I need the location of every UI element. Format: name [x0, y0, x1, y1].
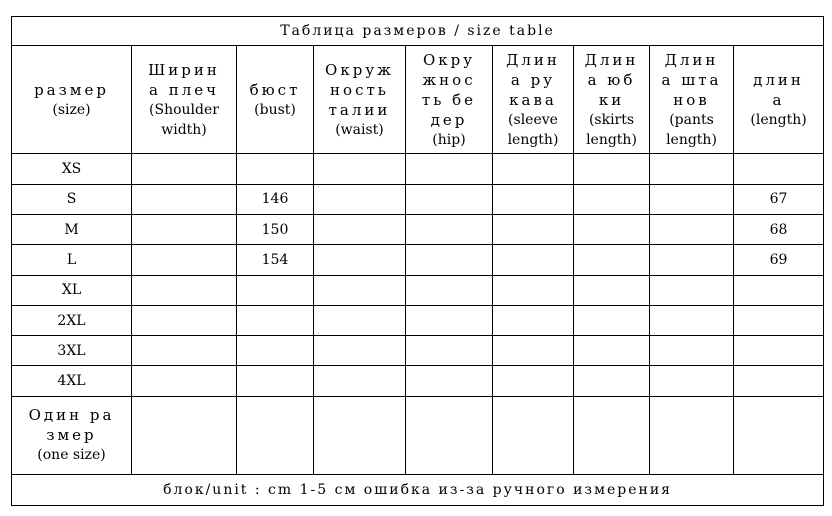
- column-header: [406, 46, 493, 154]
- header-label-en: (length): [750, 111, 807, 128]
- measurement-cell: [132, 396, 237, 474]
- measurement-cell: [237, 305, 314, 335]
- measurement-cell: [650, 396, 734, 474]
- measurement-cell: [574, 275, 650, 305]
- measurement-cell: [406, 396, 493, 474]
- header-label-ru: ность: [330, 80, 389, 99]
- header-label-en: width): [161, 121, 207, 138]
- header-label-ru: Длин: [584, 50, 639, 69]
- table-row: [12, 245, 824, 275]
- header-label-en: (Shoulder: [149, 101, 219, 118]
- header-label-en: (bust): [254, 101, 296, 118]
- header-label-ru: Длин: [664, 50, 719, 69]
- measurement-cell: [132, 305, 237, 335]
- header-label-en: (pants: [669, 111, 714, 128]
- measurement-cell: [650, 245, 734, 275]
- measurement-cell: [650, 366, 734, 396]
- header-label-ru: дер: [430, 110, 468, 129]
- measurement-cell: 69: [734, 245, 824, 275]
- table-footer-note: блок/unit : cm 1-5 см ошибка из-за ручного измерения: [12, 474, 824, 505]
- measurement-cell: [406, 214, 493, 244]
- header-label-ru: змер: [46, 426, 97, 445]
- size-label-cell: [12, 396, 132, 474]
- table-row: [12, 184, 824, 214]
- measurement-cell: [574, 154, 650, 184]
- column-header: [314, 46, 406, 154]
- measurement-cell: [650, 336, 734, 366]
- measurement-cell: [314, 396, 406, 474]
- header-label-en: length): [666, 131, 717, 148]
- measurement-cell: [314, 154, 406, 184]
- header-label-ru: размер: [34, 80, 109, 99]
- size-table-container: [11, 16, 823, 506]
- measurement-cell: [650, 305, 734, 335]
- measurement-cell: [493, 245, 574, 275]
- measurement-cell: [574, 366, 650, 396]
- size-label-cell: S: [12, 184, 132, 214]
- measurement-cell: [314, 305, 406, 335]
- measurement-cell: 146: [237, 184, 314, 214]
- measurement-cell: [314, 366, 406, 396]
- header-label-ru: Ширин: [148, 60, 220, 79]
- measurement-cell: [493, 336, 574, 366]
- column-header: [132, 46, 237, 154]
- measurement-cell: [314, 184, 406, 214]
- measurement-cell: [406, 245, 493, 275]
- header-label-ru: талии: [328, 100, 391, 119]
- measurement-cell: [734, 305, 824, 335]
- measurement-cell: [237, 154, 314, 184]
- column-header: [734, 46, 824, 154]
- header-label-ru: нов: [673, 90, 710, 109]
- measurement-cell: [132, 366, 237, 396]
- header-row: [12, 46, 824, 154]
- measurement-cell: [132, 245, 237, 275]
- size-label-cell: XL: [12, 275, 132, 305]
- header-label-en: (hip): [432, 131, 466, 148]
- header-label-ru: а ру: [510, 70, 556, 89]
- header-label-ru: кава: [509, 90, 557, 109]
- header-label-en: length): [586, 131, 637, 148]
- measurement-cell: [574, 245, 650, 275]
- header-label-ru: Один ра: [28, 406, 115, 425]
- size-label-cell: 2XL: [12, 305, 132, 335]
- measurement-cell: [493, 396, 574, 474]
- size-label-cell: XS: [12, 154, 132, 184]
- table-row-one-size: [12, 396, 824, 474]
- measurement-cell: [132, 336, 237, 366]
- header-label-ru: жнос: [422, 70, 476, 89]
- measurement-cell: [574, 396, 650, 474]
- measurement-cell: [493, 305, 574, 335]
- measurement-cell: [574, 184, 650, 214]
- header-label-en: (skirts: [588, 111, 635, 128]
- measurement-cell: [314, 214, 406, 244]
- measurement-cell: 154: [237, 245, 314, 275]
- column-header: [650, 46, 734, 154]
- header-label-ru: а шта: [661, 70, 722, 89]
- table-title: Таблица размеров / size table: [12, 17, 824, 46]
- header-label-ru: ть бе: [421, 90, 477, 109]
- header-label-ru: а плеч: [148, 80, 220, 99]
- measurement-cell: [314, 336, 406, 366]
- measurement-cell: [574, 305, 650, 335]
- measurement-cell: [132, 154, 237, 184]
- measurement-cell: [314, 275, 406, 305]
- measurement-cell: [650, 184, 734, 214]
- measurement-cell: [237, 366, 314, 396]
- measurement-cell: [734, 154, 824, 184]
- measurement-cell: 67: [734, 184, 824, 214]
- measurement-cell: [493, 275, 574, 305]
- column-header: [574, 46, 650, 154]
- measurement-cell: [493, 154, 574, 184]
- column-header: [12, 46, 132, 154]
- size-table: [11, 16, 824, 506]
- table-row: [12, 336, 824, 366]
- size-label-cell: 4XL: [12, 366, 132, 396]
- measurement-cell: [734, 275, 824, 305]
- table-row: [12, 275, 824, 305]
- measurement-cell: 68: [734, 214, 824, 244]
- measurement-cell: [574, 336, 650, 366]
- measurement-cell: [650, 275, 734, 305]
- header-label-ru: ки: [598, 90, 625, 109]
- measurement-cell: [493, 366, 574, 396]
- measurement-cell: [650, 154, 734, 184]
- header-label-ru: а: [772, 90, 785, 109]
- table-row: [12, 366, 824, 396]
- measurement-cell: [406, 336, 493, 366]
- table-row: [12, 154, 824, 184]
- header-label-en: length): [507, 131, 559, 148]
- measurement-cell: [406, 154, 493, 184]
- measurement-cell: [734, 396, 824, 474]
- measurement-cell: [132, 275, 237, 305]
- size-label-cell: L: [12, 245, 132, 275]
- header-label-en: (waist): [335, 121, 384, 138]
- header-label-ru: Окру: [422, 50, 476, 69]
- header-label-ru: а юб: [587, 70, 636, 89]
- measurement-cell: [406, 275, 493, 305]
- table-row: [12, 305, 824, 335]
- table-row: [12, 214, 824, 244]
- header-label-en: (sleeve: [508, 111, 558, 128]
- measurement-cell: [237, 396, 314, 474]
- measurement-cell: [237, 336, 314, 366]
- measurement-cell: [734, 336, 824, 366]
- measurement-cell: [406, 184, 493, 214]
- measurement-cell: [132, 184, 237, 214]
- measurement-cell: [650, 214, 734, 244]
- column-header: [493, 46, 574, 154]
- column-header: [237, 46, 314, 154]
- header-label-en: (one size): [37, 447, 106, 464]
- measurement-cell: [314, 245, 406, 275]
- measurement-cell: [493, 214, 574, 244]
- header-label-ru: длин: [753, 70, 804, 89]
- size-label-cell: M: [12, 214, 132, 244]
- measurement-cell: 150: [237, 214, 314, 244]
- header-label-ru: бюст: [249, 80, 301, 99]
- header-label-ru: Окруж: [325, 60, 394, 79]
- measurement-cell: [734, 366, 824, 396]
- measurement-cell: [574, 214, 650, 244]
- measurement-cell: [406, 366, 493, 396]
- header-label-en: (size): [52, 101, 91, 118]
- measurement-cell: [406, 305, 493, 335]
- measurement-cell: [132, 214, 237, 244]
- header-label-ru: Длин: [506, 50, 560, 69]
- measurement-cell: [237, 275, 314, 305]
- size-label-cell: 3XL: [12, 336, 132, 366]
- measurement-cell: [493, 184, 574, 214]
